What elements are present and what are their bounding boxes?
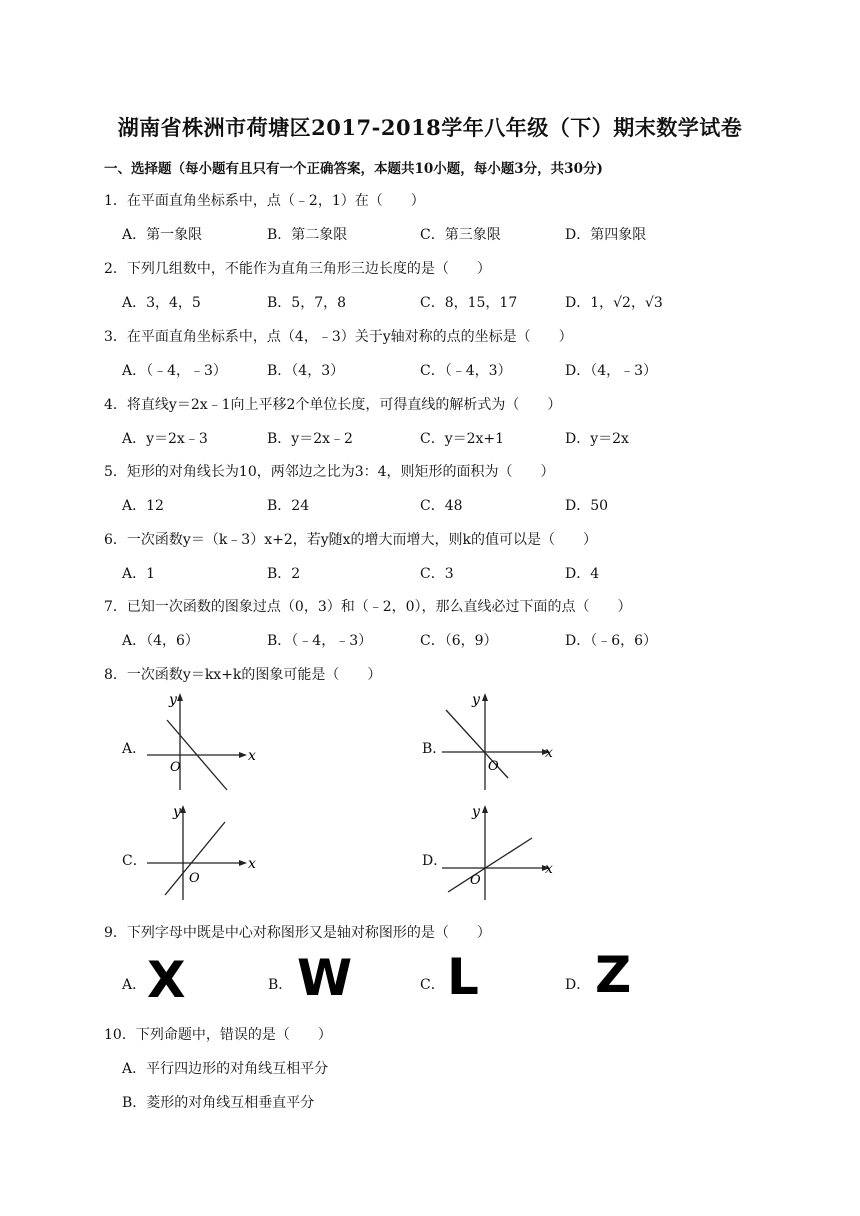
option-d: D．y＝2x xyxy=(565,431,629,447)
option-b: B．24 xyxy=(267,498,310,514)
graph-b xyxy=(440,690,555,795)
option-d: D．50 xyxy=(565,498,609,514)
letter-x: X xyxy=(147,951,186,1009)
x-label: x xyxy=(545,861,553,877)
option-d: D．4 xyxy=(565,566,600,582)
option-d: D．（﹣6，6） xyxy=(565,633,658,649)
origin-label: O xyxy=(470,873,481,888)
letter-w: W xyxy=(297,949,353,1007)
option-a: A．平行四边形的对角线互相平分 xyxy=(122,1061,329,1077)
options-4 xyxy=(122,428,742,448)
option-c: C． xyxy=(420,977,445,993)
y-arrow-icon xyxy=(482,693,488,701)
option-d: D．第四象限 xyxy=(565,227,647,243)
options-6 xyxy=(122,563,742,583)
x-label: x xyxy=(545,745,553,761)
question-7: 7．已知一次函数的图象过点（0，3）和（﹣2，0），那么直线必过下面的点（ ） xyxy=(104,599,632,615)
option-c: C．y＝2x+1 xyxy=(420,431,505,447)
options-2 xyxy=(122,292,742,312)
y-label: y xyxy=(472,692,480,708)
option-c: C．（6，9） xyxy=(420,633,498,649)
letter-l: L xyxy=(447,948,479,1006)
option-c: C．3 xyxy=(420,566,454,582)
origin-label: O xyxy=(488,759,499,774)
options-1 xyxy=(122,224,742,244)
option-b: B． xyxy=(422,741,447,757)
option-b: B．y＝2x﹣2 xyxy=(267,431,353,447)
option-a: A．第一象限 xyxy=(122,227,203,243)
option-a: A．1 xyxy=(122,566,156,582)
option-a: A． xyxy=(122,977,147,993)
question-3: 3．在平面直角坐标系中，点（4，﹣3）关于y轴对称的点的坐标是（ ） xyxy=(104,329,573,345)
option-d: D．（4，﹣3） xyxy=(565,363,658,379)
question-6: 6．一次函数y＝（k﹣3）x+2，若y随x的增大而增大，则k的值可以是（ ） xyxy=(104,532,598,548)
options-7 xyxy=(122,630,742,650)
option-a: A．12 xyxy=(122,498,164,514)
question-9: 9．下列字母中既是中心对称图形又是轴对称图形的是（ ） xyxy=(104,925,491,941)
question-4: 4．将直线y＝2x﹣1向上平移2个单位长度，可得直线的解析式为（ ） xyxy=(104,397,562,413)
y-label: y xyxy=(173,804,181,820)
x-arrow-icon xyxy=(239,860,247,866)
origin-label: O xyxy=(170,760,181,775)
graph-line xyxy=(448,838,532,892)
graph-d xyxy=(440,800,555,905)
option-c: C．8，15，17 xyxy=(420,295,518,311)
option-b: B．菱形的对角线互相垂直平分 xyxy=(122,1095,315,1111)
page-title: 湖南省株洲市荷塘区2017-2018学年八年级（下）期末数学试卷 xyxy=(117,115,743,140)
x-arrow-icon xyxy=(239,752,247,758)
option-a: A．（4，6） xyxy=(122,633,199,649)
option-b: B．（4，3） xyxy=(267,363,345,379)
option-d: D．1，√2，√3 xyxy=(565,295,663,311)
x-label: x xyxy=(248,856,256,872)
letter-z: Z xyxy=(595,946,632,1004)
option-a: A． xyxy=(122,741,147,757)
x-label: x xyxy=(248,748,256,764)
question-1: 1．在平面直角坐标系中，点（﹣2，1）在（ ） xyxy=(104,193,425,209)
option-c: C．48 xyxy=(420,498,463,514)
option-c: C． xyxy=(122,853,147,869)
y-arrow-icon xyxy=(482,805,488,813)
option-b: B．第二象限 xyxy=(267,227,348,243)
option-a: A．3，4，5 xyxy=(122,295,201,311)
y-label: y xyxy=(472,804,480,820)
options-5 xyxy=(122,495,742,515)
option-b: B．（﹣4，﹣3） xyxy=(267,633,373,649)
option-a: A．（﹣4，﹣3） xyxy=(122,363,227,379)
graph-c xyxy=(145,800,260,905)
option-d: D． xyxy=(422,853,448,869)
origin-label: O xyxy=(189,871,200,886)
options-3 xyxy=(122,360,742,380)
option-a: A．y＝2x﹣3 xyxy=(122,431,208,447)
graph-line xyxy=(446,710,508,778)
option-c: C．第三象限 xyxy=(420,227,501,243)
question-10: 10．下列命题中，错误的是（ ） xyxy=(104,1027,332,1043)
question-5: 5．矩形的对角线长为10，两邻边之比为3：4，则矩形的面积为（ ） xyxy=(104,464,555,480)
graph-a xyxy=(145,690,260,795)
option-b: B．5，7，8 xyxy=(267,295,347,311)
y-arrow-icon xyxy=(177,693,183,701)
section-heading: 一、选择题（每小题有且只有一个正确答案，本题共10小题，每小题3分，共30分) xyxy=(104,161,603,177)
option-b: B． xyxy=(268,977,293,993)
y-label: y xyxy=(169,692,177,708)
option-b: B．2 xyxy=(267,566,301,582)
question-2: 2．下列几组数中，不能作为直角三角形三边长度的是（ ） xyxy=(104,261,491,277)
option-d: D． xyxy=(565,977,591,993)
option-c: C．（﹣4，3） xyxy=(420,363,512,379)
question-8: 8．一次函数y＝kx+k的图象可能是（ ） xyxy=(104,667,382,683)
